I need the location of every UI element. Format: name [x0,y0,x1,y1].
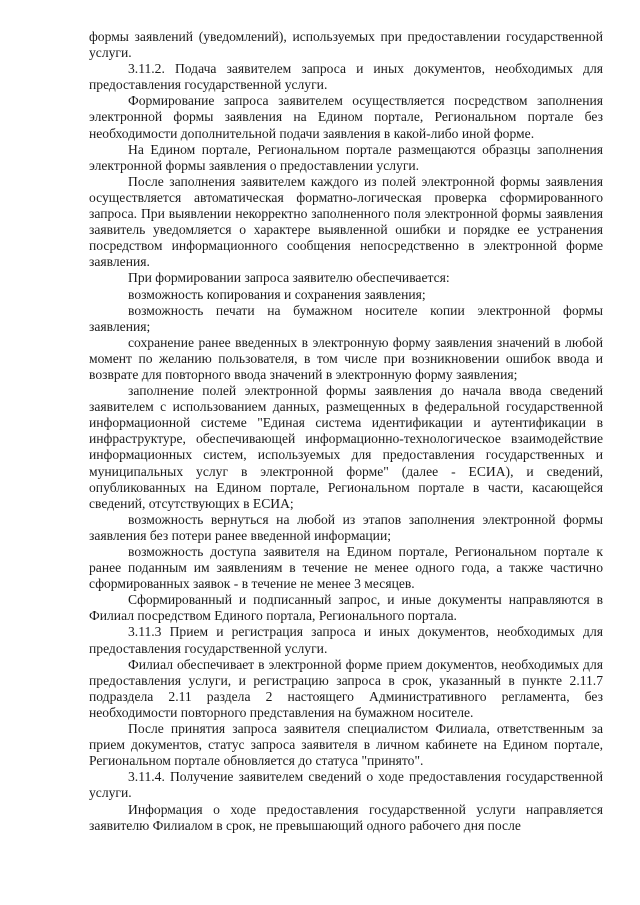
paragraph: После заполнения заявителем каждого из полей электронной формы заявления осуществляется автоматическая форматно-логическая проверка сформированного запроса. При выявлении некорректно заполненного поля электронной формы заявления заявитель уведомляется о характере выявленной ошибки и порядке ее устранения посредством информационного сообщения непосредственно в электронной форме заявления. [89,173,603,270]
list-item: возможность копирования и сохранения заявления; [128,286,426,302]
list-item: возможность печати на бумажном носителе копии электронной формы заявления; [89,302,603,334]
paragraph: Информация о ходе предоставления государственной услуги направляется заявителю Филиалом в срок, не превышающий одного рабочего дня после [89,801,603,833]
paragraph: 3.11.2. Подача заявителем запроса и иных документов, необходимых для предоставления государственной услуги. [89,61,603,93]
section-heading: 3.11.4. Получение заявителем сведений о ходе предоставления государственной услуги. [89,769,603,801]
paragraph: При формировании запроса заявителю обеспечивается: [128,270,450,286]
section-heading: 3.11.3 Прием и регистрация запроса и иных документов, необходимых для предоставления государственной услуги. [89,624,603,656]
list-item: возможность вернуться на любой из этапов заполнения электронной формы заявления без потери ранее введенной информации; [89,511,603,543]
paragraph: После принятия запроса заявителя специалистом Филиала, ответственным за прием документов, статус запроса заявителя в личном кабинете на Едином портале, Региональном портале обновляется до статуса "принято". [89,721,603,769]
paragraph: Формирование запроса заявителем осуществляется посредством заполнения электронной формы заявления на Едином портале, Региональном портале без необходимости дополнительной подачи заявления в какой-либо иной форме. [89,93,603,141]
list-item: сохранение ранее введенных в электронную форму заявления значений в любой момент по желанию пользователя, в том числе при возникновении ошибок ввода и возврате для повторного ввода значений в электронную форму заявления; [89,334,603,382]
list-item: заполнение полей электронной формы заявления до начала ввода сведений заявителем с использованием данных, размещенных в федеральной государственной информационной системе "Единая система идентификации и аутентификации в инфраструктуре, обеспечивающей информационно-технологическое взаимодействие информационных систем, используемых для предоставления государственных и муниципальных услуг в электронной форме" (далее - ЕСИА), и сведений, опубликованных на Едином портале, Региональном портале в части, касающейся сведений, отсутствующих в ЕСИА; [89,383,603,511]
document-page [89,29,603,834]
paragraph: Сформированный и подписанный запрос, и иные документы направляются в Филиал посредством Единого портала, Регионального портала. [89,592,603,624]
paragraph: Филиал обеспечивает в электронной форме прием документов, необходимых для предоставления услуги, и регистрацию запроса в срок, указанный в пункте 2.11.7 подраздела 2.11 раздела 2 настоящего Административного регламента, без необходимости повторного представления на бумажном носителе. [89,656,603,720]
paragraph: формы заявлений (уведомлений), используемых при предоставлении государственной услуги. [89,29,603,61]
paragraph: На Едином портале, Региональном портале размещаются образцы заполнения электронной формы заявления о предоставлении услуги. [89,141,603,173]
list-item: возможность доступа заявителя на Едином портале, Региональном портале к ранее поданным им заявлениям в течение не менее одного года, а также частично сформированных заявок - в течение не менее 3 месяцев. [89,544,603,592]
